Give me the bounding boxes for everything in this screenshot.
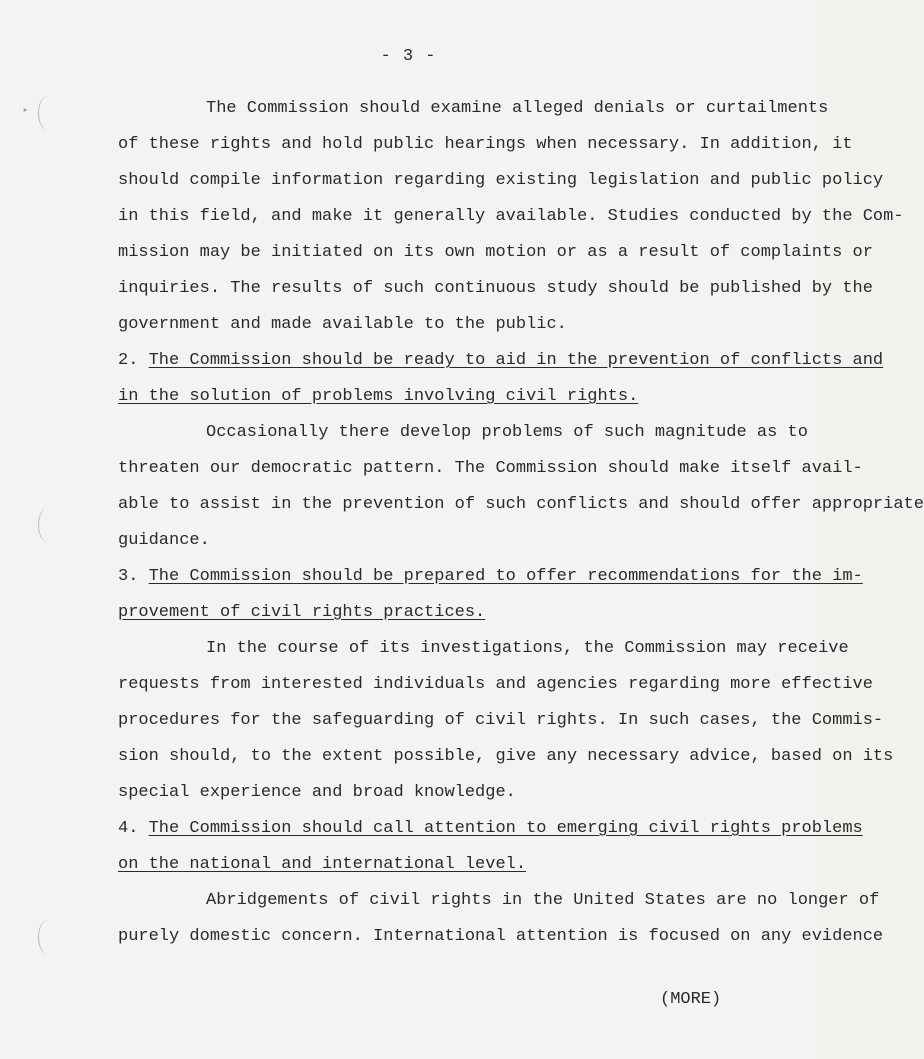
paragraph-line: able to assist in the prevention of such conflicts and should offer appropriate bbox=[118, 495, 924, 514]
heading-line: on the national and international level. bbox=[118, 855, 527, 874]
paragraph-line: Abridgements of civil rights in the United States are no longer of bbox=[206, 891, 880, 910]
heading-line bbox=[118, 559, 863, 595]
paragraph-line: special experience and broad knowledge. bbox=[118, 783, 516, 802]
paragraph-line: of these rights and hold public hearings when necessary. In addition, it bbox=[118, 135, 853, 154]
list-number: 3. bbox=[118, 567, 149, 586]
list-number: 4. bbox=[118, 819, 149, 838]
continuation-marker: (MORE) bbox=[660, 990, 722, 1009]
paragraph-line: The Commission should examine alleged denials or curtailments bbox=[206, 99, 829, 118]
paragraph-line: Occasionally there develop problems of such magnitude as to bbox=[206, 423, 808, 442]
paragraph-line: requests from interested individuals and agencies regarding more effective bbox=[118, 675, 873, 694]
list-number: 2. bbox=[118, 351, 149, 370]
heading-line bbox=[118, 811, 863, 847]
paragraph-line: inquiries. The results of such continuous study should be published by the bbox=[118, 279, 873, 298]
punch-hole-icon bbox=[38, 920, 57, 954]
punch-hole-icon bbox=[38, 508, 57, 542]
paragraph-line: purely domestic concern. International attention is focused on any evidence bbox=[118, 927, 884, 946]
paragraph-line: procedures for the safeguarding of civil rights. In such cases, the Commis- bbox=[118, 711, 884, 730]
paragraph-line: in this field, and make it generally available. Studies conducted by the Com- bbox=[118, 207, 904, 226]
punch-hole-icon bbox=[38, 96, 57, 130]
heading-text: The Commission should be ready to aid in the prevention of conflicts and bbox=[148, 351, 884, 370]
paragraph-line: mission may be initiated on its own motion or as a result of complaints or bbox=[118, 243, 873, 262]
margin-mark-icon: ‣ bbox=[22, 106, 29, 118]
heading-line bbox=[118, 343, 884, 379]
paragraph-line: guidance. bbox=[118, 531, 210, 550]
heading-text: The Commission should call attention to emerging civil rights problems bbox=[148, 819, 863, 838]
paragraph-line: sion should, to the extent possible, give any necessary advice, based on its bbox=[118, 747, 894, 766]
page-number: - 3 - bbox=[380, 47, 437, 66]
heading-line: in the solution of problems involving civil rights. bbox=[118, 387, 639, 406]
paragraph-line: threaten our democratic pattern. The Commission should make itself avail- bbox=[118, 459, 863, 478]
paragraph-line: should compile information regarding existing legislation and public policy bbox=[118, 171, 884, 190]
heading-line: provement of civil rights practices. bbox=[118, 603, 486, 622]
paragraph-line: In the course of its investigations, the Commission may receive bbox=[206, 639, 849, 658]
heading-text: The Commission should be prepared to offer recommendations for the im- bbox=[148, 567, 863, 586]
paragraph-line: government and made available to the public. bbox=[118, 315, 567, 334]
body-text bbox=[118, 91, 924, 955]
